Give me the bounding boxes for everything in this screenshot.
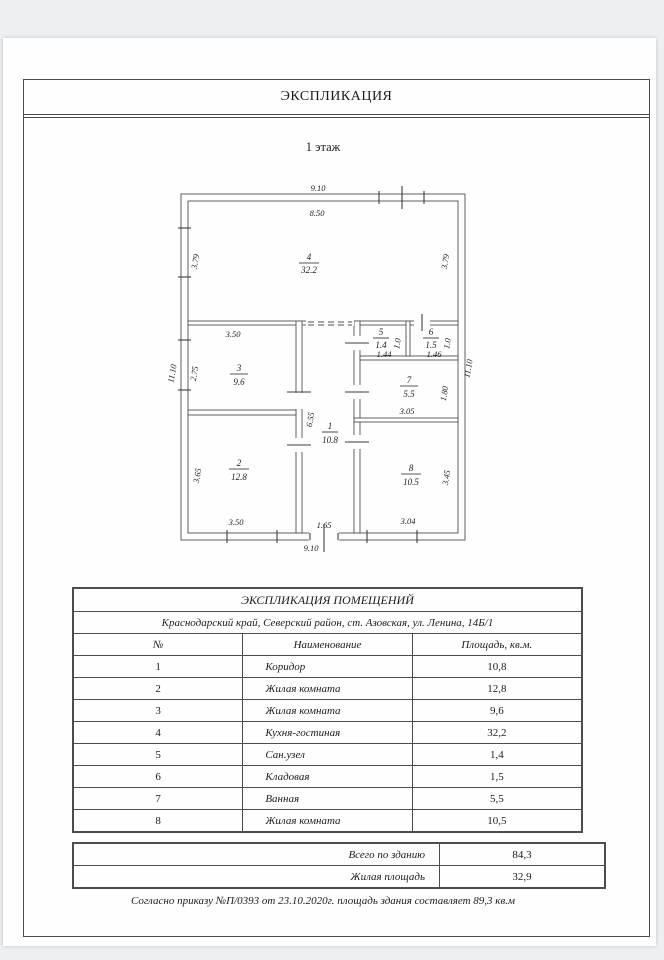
row-area: 9,6 bbox=[412, 700, 581, 722]
row-name: Сан.узел bbox=[243, 744, 412, 766]
room8-number: 8 bbox=[408, 463, 414, 473]
row-num: 4 bbox=[74, 722, 243, 744]
dim-corridor-height: 6.55 bbox=[303, 411, 317, 428]
table-row bbox=[74, 810, 582, 832]
room4-number: 4 bbox=[306, 252, 312, 262]
row-area: 10,8 bbox=[412, 656, 581, 678]
summary-row-living bbox=[74, 866, 605, 888]
dim-top-width: 9.10 bbox=[310, 183, 326, 193]
summary-table bbox=[73, 843, 605, 888]
room6-number: 6 bbox=[428, 327, 434, 337]
dim-room8-right: 3.45 bbox=[439, 469, 453, 486]
summary-living-value: 32,9 bbox=[440, 866, 605, 888]
row-num: 7 bbox=[74, 788, 243, 810]
outer-wall bbox=[181, 194, 465, 540]
dim-room2-bottom: 3.50 bbox=[228, 517, 244, 527]
row-area: 1,5 bbox=[412, 766, 581, 788]
row-num: 8 bbox=[74, 810, 243, 832]
room5-number: 5 bbox=[378, 327, 384, 337]
dim-room4-left: 3.79 bbox=[188, 253, 202, 270]
corridor-right-wall bbox=[354, 321, 360, 533]
dim-room8-bottom: 3.04 bbox=[400, 516, 416, 526]
summary-row-total bbox=[74, 844, 605, 866]
summary-living-label: Жилая площадь bbox=[74, 866, 440, 888]
wall-room7-room8 bbox=[354, 418, 458, 422]
wall-room5-room6 bbox=[406, 321, 410, 356]
table-row bbox=[74, 700, 582, 722]
dim-room5-depth: 1.0 bbox=[391, 337, 403, 350]
row-num: 6 bbox=[74, 766, 243, 788]
row-num: 2 bbox=[74, 678, 243, 700]
row-area: 12,8 bbox=[412, 678, 581, 700]
room2-number: 2 bbox=[236, 458, 242, 468]
dim-room6-width: 1.46 bbox=[426, 349, 442, 359]
dim-corridor-bottom: 1.65 bbox=[316, 520, 332, 530]
col-header-number: № bbox=[74, 634, 243, 656]
row-area: 1,4 bbox=[412, 744, 581, 766]
row-name: Кухня-гостиная bbox=[243, 722, 412, 744]
explication-table bbox=[73, 588, 582, 832]
dim-room3-left: 2.75 bbox=[187, 365, 201, 382]
dim-right-height: 11.10 bbox=[461, 358, 475, 379]
row-area: 32,2 bbox=[412, 722, 581, 744]
corridor-left-wall bbox=[296, 321, 302, 533]
room1-number: 1 bbox=[327, 421, 333, 431]
summary-total-value: 84,3 bbox=[440, 844, 605, 866]
room6-area: 1.5 bbox=[425, 340, 437, 350]
dim-room4-right: 3.79 bbox=[438, 253, 452, 270]
room2-area: 12.8 bbox=[231, 472, 247, 482]
room3-area: 9.6 bbox=[233, 377, 245, 387]
title-box bbox=[23, 79, 650, 115]
dim-room2-left: 3.65 bbox=[190, 467, 204, 484]
floor-plan bbox=[150, 175, 490, 555]
table-row bbox=[74, 744, 582, 766]
dim-room7-right: 1.80 bbox=[437, 385, 451, 402]
room7-area: 5.5 bbox=[403, 389, 415, 399]
row-name: Жилая комната bbox=[243, 678, 412, 700]
dim-room6-depth: 1.0 bbox=[441, 337, 453, 350]
dim-bottom-width: 9.10 bbox=[303, 543, 319, 553]
dim-room5-width: 1.44 bbox=[376, 349, 392, 359]
wall-under-rooms56 bbox=[360, 356, 458, 360]
row-num: 5 bbox=[74, 744, 243, 766]
summary-total-label: Всего по зданию bbox=[74, 844, 440, 866]
table-row bbox=[74, 678, 582, 700]
dim-room3-top: 3.50 bbox=[225, 329, 241, 339]
row-name: Ванная bbox=[243, 788, 412, 810]
table-title: ЭКСПЛИКАЦИЯ ПОМЕЩЕНИЙ bbox=[74, 589, 582, 612]
room1-area: 10.8 bbox=[322, 435, 338, 445]
dim-left-height: 11.10 bbox=[165, 363, 179, 384]
col-header-area: Площадь, кв.м. bbox=[412, 634, 581, 656]
row-name: Коридор bbox=[243, 656, 412, 678]
room7-number: 7 bbox=[406, 375, 412, 385]
row-name: Кладовая bbox=[243, 766, 412, 788]
table-row bbox=[74, 766, 582, 788]
room3-number: 3 bbox=[236, 363, 242, 373]
row-num: 1 bbox=[74, 656, 243, 678]
table-title-row bbox=[74, 589, 582, 612]
document-page bbox=[3, 38, 656, 946]
footnote: Согласно приказу №П/0393 от 23.10.2020г. площадь здания составляет 89,3 кв.м bbox=[131, 895, 515, 907]
title-double-rule bbox=[23, 117, 650, 118]
row-area: 5,5 bbox=[412, 788, 581, 810]
col-header-name: Наименование bbox=[243, 634, 412, 656]
table-row bbox=[74, 788, 582, 810]
table-address-row bbox=[74, 612, 582, 634]
room5-area: 1.4 bbox=[375, 340, 387, 350]
row-num: 3 bbox=[74, 700, 243, 722]
dim-room4-width: 8.50 bbox=[309, 208, 325, 218]
floor-label: 1 этаж bbox=[305, 140, 341, 154]
wall-room3-room2 bbox=[188, 410, 296, 415]
row-name: Жилая комната bbox=[243, 700, 412, 722]
room4-area: 32.2 bbox=[301, 265, 317, 275]
table-row bbox=[74, 656, 582, 678]
table-row bbox=[74, 722, 582, 744]
row-area: 10,5 bbox=[412, 810, 581, 832]
row-name: Жилая комната bbox=[243, 810, 412, 832]
page-title: ЭКСПЛИКАЦИЯ bbox=[280, 89, 393, 104]
table-address: Краснодарский край, Северский район, ст. Азовская, ул. Ленина, 14Б/1 bbox=[74, 612, 582, 634]
room8-area: 10.5 bbox=[403, 477, 419, 487]
dim-room7-bottom: 3.05 bbox=[399, 406, 415, 416]
table-header-row bbox=[74, 634, 582, 656]
